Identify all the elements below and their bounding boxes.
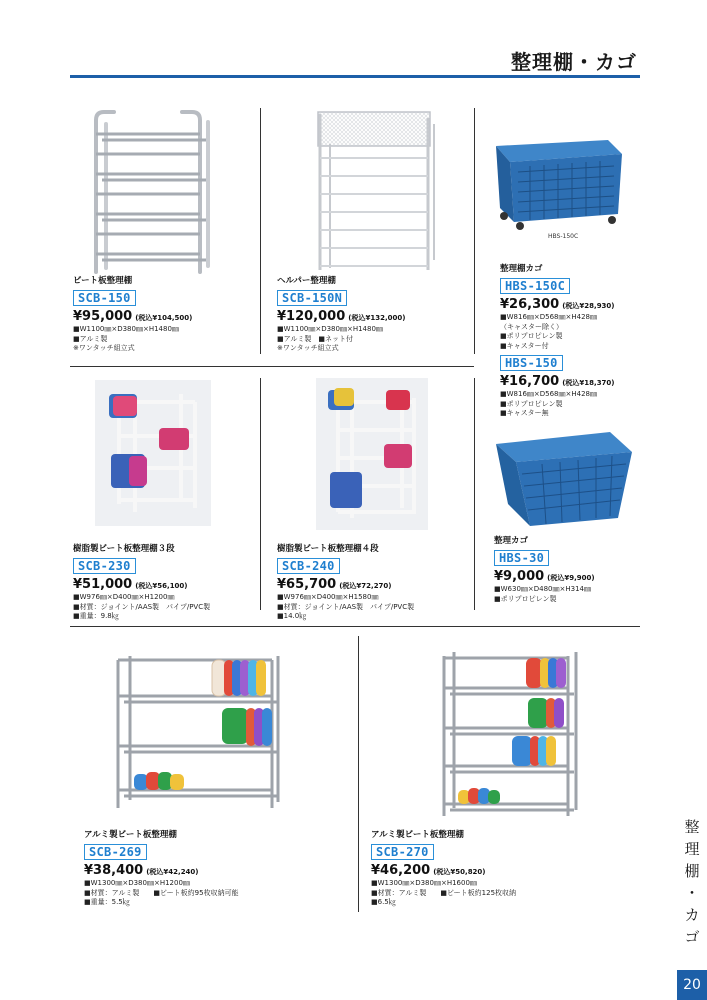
divider bbox=[260, 108, 261, 354]
product-spec: ■W1100㎜×D380㎜×H1480㎜ bbox=[277, 325, 383, 333]
product-scb-150 bbox=[73, 276, 192, 354]
product-spec: （キャスター除く） bbox=[500, 322, 563, 331]
product-price-taxin: (税込¥42,240) bbox=[146, 868, 199, 876]
product-name: 樹脂製ビート板整理棚４段 bbox=[277, 544, 379, 554]
product-price-taxin: (税込¥28,930) bbox=[562, 302, 615, 310]
scb-150n-photo bbox=[312, 110, 437, 274]
product-code: SCB-150 bbox=[73, 290, 136, 306]
product-spec: ■W1300㎜×D380㎜×H1600㎜ bbox=[371, 879, 477, 887]
product-price: ¥16,700 bbox=[500, 374, 560, 389]
product-price-taxin: (税込¥132,000) bbox=[348, 314, 406, 322]
divider bbox=[70, 366, 474, 367]
product-spec: ■材質：ジョイント/AAS製 パイプ/PVC製 bbox=[73, 602, 211, 611]
product-hbs-30 bbox=[494, 536, 595, 604]
side-tab-char: カ bbox=[684, 906, 700, 924]
product-price: ¥120,000 bbox=[277, 309, 346, 324]
product-name: 整理カゴ bbox=[494, 536, 529, 546]
product-spec: ■アルミ製 ■ネット付 bbox=[277, 334, 353, 343]
product-name: アルミ製ビート板整理棚 bbox=[84, 830, 177, 840]
product-spec: ■6.5㎏ bbox=[371, 898, 396, 906]
product-price-taxin: (税込¥18,370) bbox=[562, 379, 615, 387]
scb-269-photo bbox=[112, 650, 282, 812]
product-spec: ■W630㎜×D480㎜×H314㎜ bbox=[494, 585, 592, 593]
product-spec: ■重量：5.5㎏ bbox=[84, 898, 130, 906]
product-name: アルミ製ビート板整理棚 bbox=[371, 830, 464, 840]
product-code: SCB-240 bbox=[277, 558, 340, 574]
product-code: SCB-269 bbox=[84, 844, 147, 860]
product-price-taxin: (税込¥9,900) bbox=[547, 574, 595, 582]
side-tab-char: 棚 bbox=[684, 862, 700, 880]
page-title: 整理棚・カゴ bbox=[511, 50, 637, 74]
page-number: 20 bbox=[677, 970, 707, 1000]
product-spec: ※ワンタッチ組立式 bbox=[277, 344, 339, 352]
product-price-taxin: (税込¥104,500) bbox=[135, 314, 193, 322]
side-tab bbox=[677, 816, 707, 948]
product-name: ヘルパー整理棚 bbox=[277, 276, 336, 286]
product-scb-150n bbox=[277, 276, 405, 354]
product-spec: ■材質：アルミ製 ■ビート板約125枚収納 bbox=[371, 888, 517, 897]
product-scb-270 bbox=[371, 830, 516, 908]
product-spec: ■キャスター無 bbox=[500, 409, 549, 417]
product-code: HBS-30 bbox=[494, 550, 549, 566]
product-name: 樹脂製ビート板整理棚３段 bbox=[73, 544, 175, 554]
divider bbox=[358, 636, 359, 912]
product-spec: ■W1100㎜×D380㎜×H1480㎜ bbox=[73, 325, 179, 333]
product-name: ビート板整理棚 bbox=[73, 276, 133, 286]
product-code: SCB-150N bbox=[277, 290, 347, 306]
divider bbox=[474, 108, 475, 354]
product-price: ¥65,700 bbox=[277, 577, 337, 592]
side-tab-char: 理 bbox=[684, 840, 700, 858]
product-spec: ■ポリプロピレン製 bbox=[500, 332, 563, 340]
product-spec: ※ワンタッチ組立式 bbox=[73, 344, 135, 352]
divider bbox=[70, 626, 640, 627]
product-spec: ■W1300㎜×D380㎜×H1200㎜ bbox=[84, 879, 190, 887]
product-price-taxin: (税込¥72,270) bbox=[339, 582, 392, 590]
product-price: ¥9,000 bbox=[494, 569, 545, 584]
product-spec: ■ポリプロピレン製 bbox=[494, 594, 557, 603]
scb-240-photo bbox=[316, 378, 428, 530]
side-tab-char: 整 bbox=[684, 818, 700, 836]
product-code: SCB-270 bbox=[371, 844, 434, 860]
product-code: SCB-230 bbox=[73, 558, 136, 574]
product-price-taxin: (税込¥56,100) bbox=[135, 582, 188, 590]
divider bbox=[474, 378, 475, 610]
product-name: 整理棚カゴ bbox=[500, 264, 543, 274]
product-scb-240 bbox=[277, 544, 414, 622]
header-rule bbox=[70, 75, 640, 78]
product-code: HBS-150 bbox=[500, 355, 563, 371]
product-code: HBS-150C bbox=[500, 278, 570, 294]
product-price: ¥46,200 bbox=[371, 863, 431, 878]
product-spec: ■W976㎜×D400㎜×H1200㎜ bbox=[73, 593, 175, 601]
scb-230-photo bbox=[95, 380, 211, 526]
product-spec: ■W976㎜×D400㎜×H1580㎜ bbox=[277, 593, 379, 601]
product-price: ¥38,400 bbox=[84, 863, 144, 878]
product-price-taxin: (税込¥50,820) bbox=[433, 868, 486, 876]
scb-150-photo bbox=[90, 110, 210, 276]
product-price: ¥51,000 bbox=[73, 577, 133, 592]
hbs-150c-photo bbox=[490, 136, 630, 230]
hbs-150c-caption: HBS-150C bbox=[548, 233, 579, 240]
product-spec: ■14.0㎏ bbox=[277, 612, 307, 620]
hbs-30-photo bbox=[492, 430, 634, 530]
product-price: ¥95,000 bbox=[73, 309, 133, 324]
product-spec: ■アルミ製 bbox=[73, 334, 108, 343]
product-hbs-150 bbox=[500, 352, 615, 419]
product-price: ¥26,300 bbox=[500, 297, 560, 312]
side-tab-char: ゴ bbox=[684, 928, 700, 946]
product-scb-230 bbox=[73, 544, 210, 622]
product-spec: ■材質：アルミ製 ■ビート板約95枚収納可能 bbox=[84, 888, 239, 897]
product-spec: ■W816㎜×D568㎜×H428㎜ bbox=[500, 390, 598, 398]
product-spec: ■キャスター付 bbox=[500, 341, 549, 350]
product-spec: ■重量：9.8㎏ bbox=[73, 612, 119, 620]
scb-270-photo bbox=[438, 648, 580, 820]
product-spec: ■W816㎜×D568㎜×H428㎜ bbox=[500, 313, 598, 321]
side-tab-char: ・ bbox=[684, 884, 700, 902]
product-spec: ■材質：ジョイント/AAS製 パイプ/PVC製 bbox=[277, 602, 415, 611]
divider bbox=[260, 378, 261, 610]
product-scb-269 bbox=[84, 830, 239, 908]
product-spec: ■ポリプロピレン製 bbox=[500, 399, 563, 408]
product-hbs-150c bbox=[500, 264, 615, 351]
